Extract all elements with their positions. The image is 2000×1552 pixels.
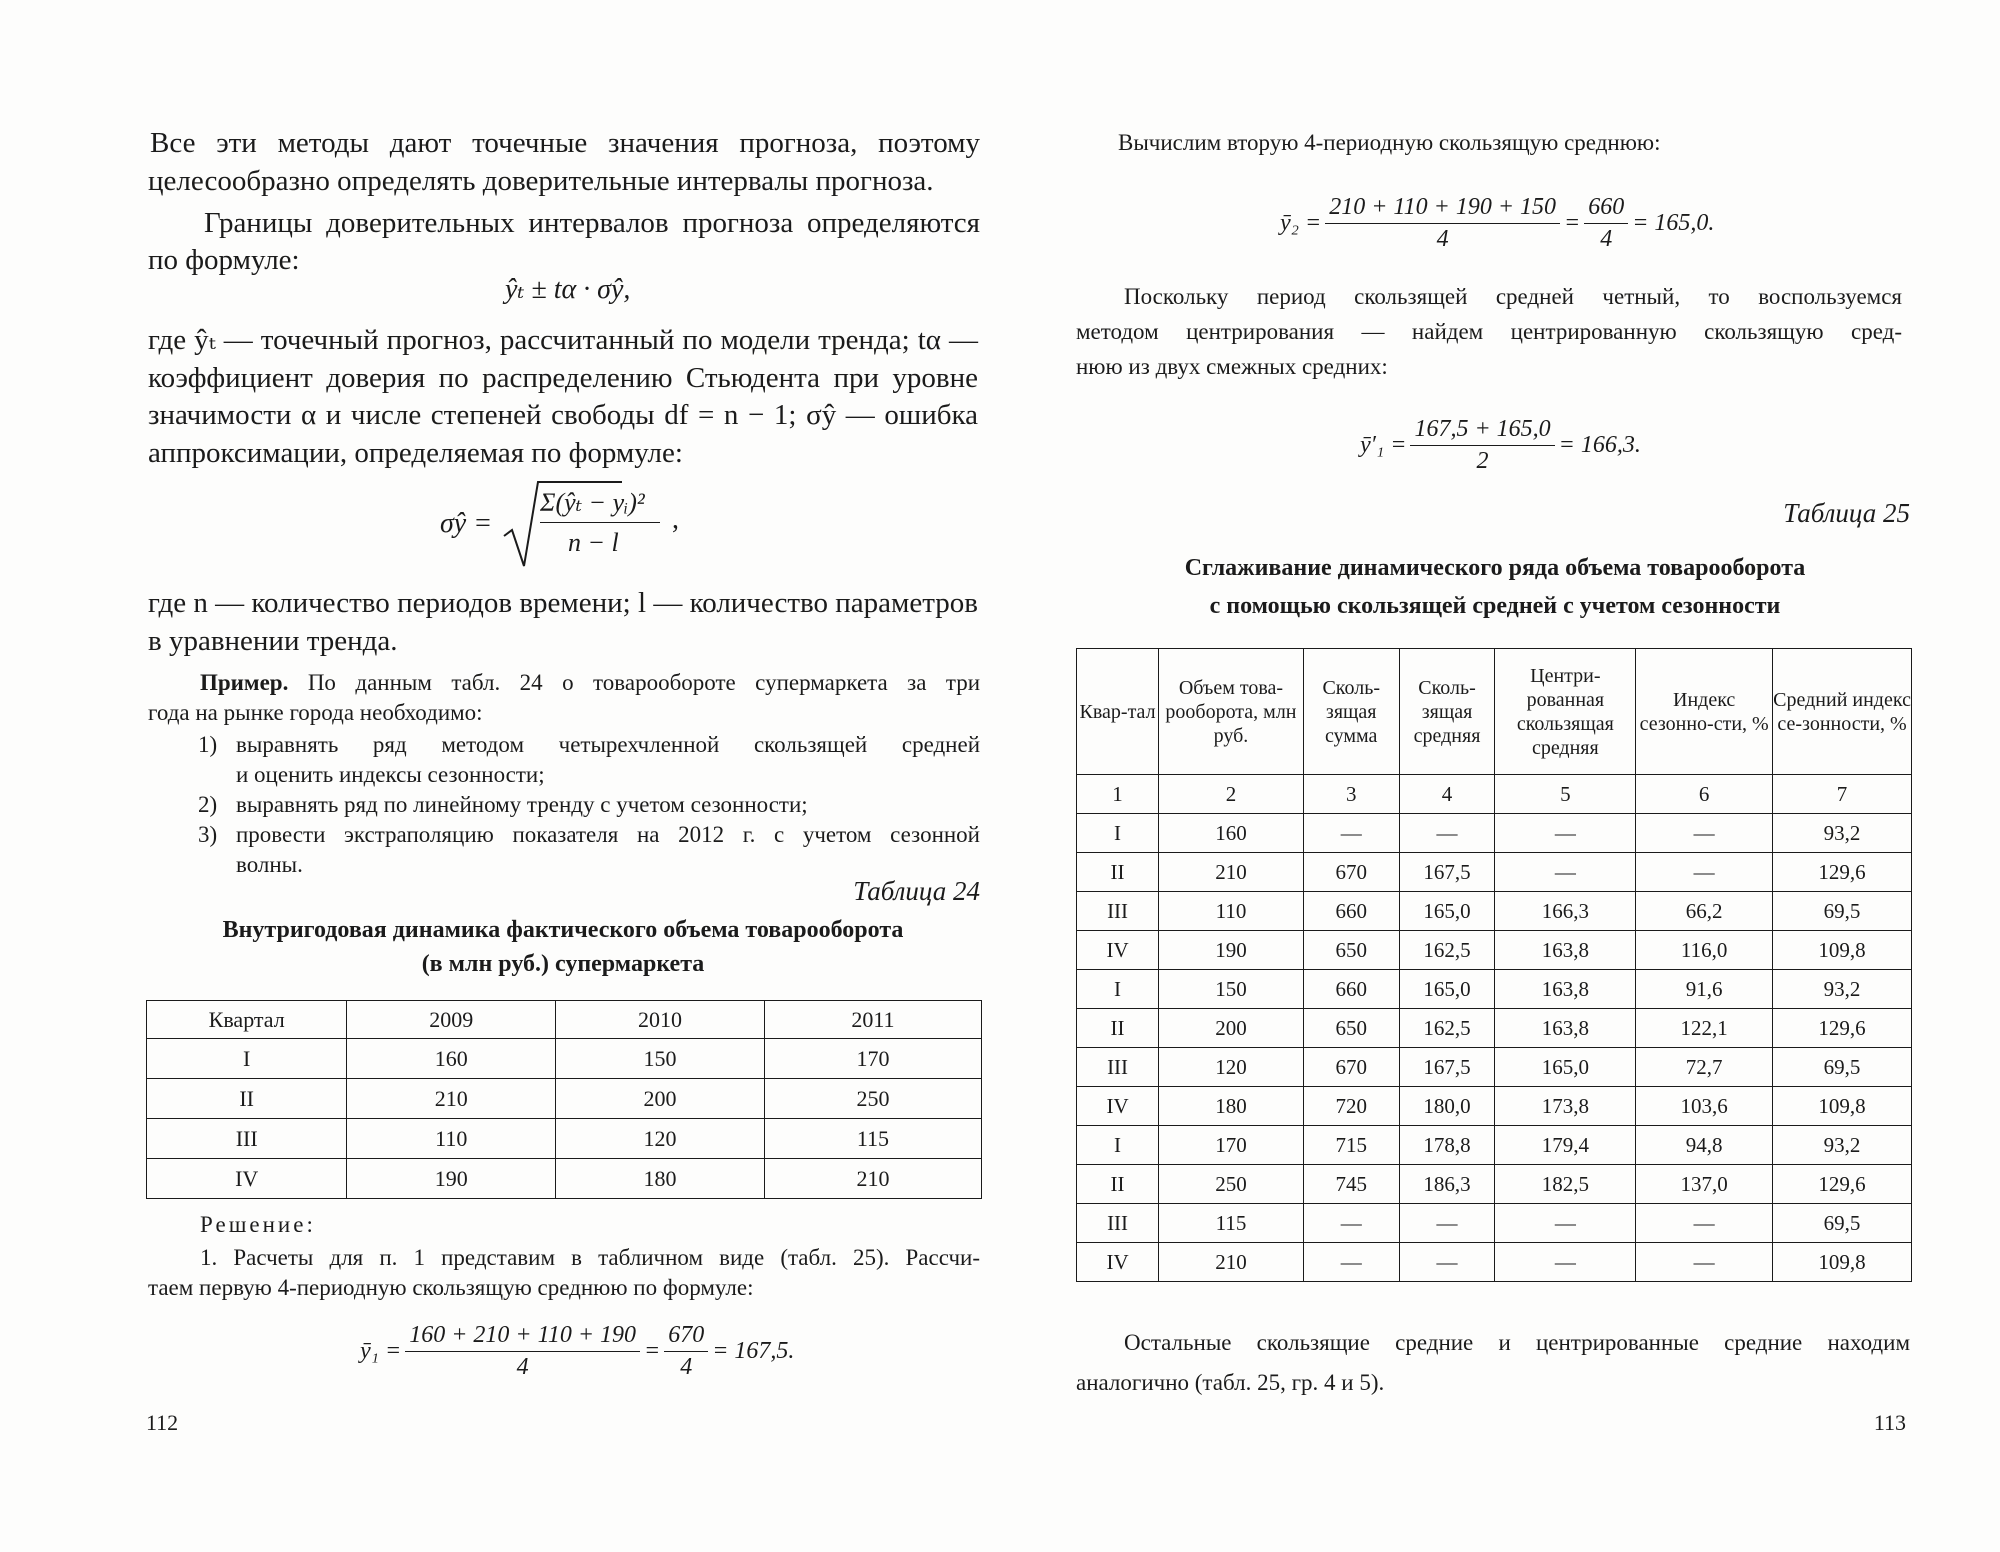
paragraph-line: таем первую 4-периодную скользящую среднюю по формуле:: [148, 1275, 754, 1300]
table-cell: 650: [1303, 1009, 1399, 1048]
table-cell: —: [1303, 814, 1399, 853]
table-cell: 670: [1303, 1048, 1399, 1087]
table-cell: III: [1077, 1204, 1159, 1243]
list-text: выравнять ряд методом четырехчленной скользящей средней: [236, 732, 980, 757]
table-cell: 250: [764, 1079, 981, 1119]
table-cell: I: [147, 1039, 347, 1079]
table-cell: 3: [1303, 775, 1399, 814]
table-cell: II: [147, 1079, 347, 1119]
table-cell: IV: [1077, 1243, 1159, 1282]
table-cell: 173,8: [1495, 1087, 1636, 1126]
table-cell: 186,3: [1399, 1165, 1495, 1204]
table-cell: 2: [1159, 775, 1304, 814]
table-cell: —: [1495, 1243, 1636, 1282]
fraction: [1325, 194, 1560, 253]
list-text: выравнять ряд по линейному тренду с учетом сезонности;: [236, 792, 808, 817]
table-cell: IV: [1077, 931, 1159, 970]
table-cell: 163,8: [1495, 970, 1636, 1009]
table-label: Таблица 24: [853, 876, 980, 906]
fraction: [1410, 416, 1554, 475]
formula-confidence-interval: ŷₜ ± tα · σŷ,: [505, 274, 631, 305]
table-row: [1077, 814, 1912, 853]
table-header: Сколь-зящая сумма: [1303, 649, 1399, 775]
paragraph-line: нюю из двух смежных средних:: [1076, 354, 1388, 379]
table-cell: 120: [556, 1119, 765, 1159]
formula-result: = 167,5.: [712, 1337, 795, 1364]
paragraph-line: аналогично (табл. 25, гр. 4 и 5).: [1076, 1370, 1385, 1395]
table-row: [147, 1119, 982, 1159]
table-cell: 69,5: [1773, 1204, 1912, 1243]
table-header: Сколь-зящая средняя: [1399, 649, 1495, 775]
formula-centered-average: [1360, 410, 1641, 480]
table-header-row: [147, 1001, 982, 1039]
table-cell: 66,2: [1636, 892, 1773, 931]
table-cell: 167,5: [1399, 853, 1495, 892]
table-cell: 93,2: [1773, 1126, 1912, 1165]
paragraph-line: целесообразно определять доверительные интервалы прогноза.: [148, 165, 934, 197]
table-cell: 103,6: [1636, 1087, 1773, 1126]
paragraph-line: аппроксимации, определяемая по формуле:: [148, 437, 683, 469]
table-row: [147, 1039, 982, 1079]
table-cell: I: [1077, 814, 1159, 853]
fraction: [664, 1322, 708, 1381]
table-cell: 165,0: [1495, 1048, 1636, 1087]
table-row: [147, 1079, 982, 1119]
table-cell: 160: [1159, 814, 1304, 853]
page-number: 112: [146, 1410, 179, 1435]
table-cell: —: [1495, 853, 1636, 892]
table-cell: —: [1636, 1243, 1773, 1282]
table-header: 2011: [764, 1001, 981, 1039]
table-cell: 170: [764, 1039, 981, 1079]
table-cell: IV: [1077, 1087, 1159, 1126]
table-header: 2009: [347, 1001, 556, 1039]
table-cell: 116,0: [1636, 931, 1773, 970]
fraction-numerator: 210 + 110 + 190 + 150: [1325, 194, 1560, 224]
formula-result: = 165,0.: [1632, 209, 1715, 236]
table-cell: 182,5: [1495, 1165, 1636, 1204]
table-cell: 5: [1495, 775, 1636, 814]
table-cell: 109,8: [1773, 1243, 1912, 1282]
formula-equals: =: [644, 1337, 661, 1364]
table-row: [1077, 1126, 1912, 1165]
fraction-denominator: 4: [680, 1353, 693, 1380]
formula-moving-average-2: [1280, 188, 1714, 258]
paragraph-line: по формуле:: [148, 244, 300, 276]
solution-label: Решение:: [200, 1212, 316, 1237]
table-24: [146, 1000, 982, 1199]
table-cell: 110: [347, 1119, 556, 1159]
table-row: [1077, 1243, 1912, 1282]
table-cell: 129,6: [1773, 1009, 1912, 1048]
table-cell: I: [1077, 970, 1159, 1009]
table-header: 2010: [556, 1001, 765, 1039]
table-cell: 170: [1159, 1126, 1304, 1165]
table-cell: 670: [1303, 853, 1399, 892]
table-cell: 163,8: [1495, 1009, 1636, 1048]
table-row: [1077, 1087, 1912, 1126]
paragraph-line: Границы доверительных интервалов прогноза определяются: [204, 207, 980, 239]
table-cell: 129,6: [1773, 1165, 1912, 1204]
fraction: [405, 1322, 640, 1381]
table-cell: —: [1495, 814, 1636, 853]
table-cell: 94,8: [1636, 1126, 1773, 1165]
formula-result: = 166,3.: [1558, 431, 1641, 458]
table-header: Индекс сезонно-сти, %: [1636, 649, 1773, 775]
example-line: [200, 668, 980, 698]
formula-lhs: ȳ₂ =: [1280, 209, 1322, 236]
fraction-numerator: 660: [1584, 194, 1628, 224]
table-cell: 93,2: [1773, 970, 1912, 1009]
table-cell: —: [1303, 1243, 1399, 1282]
table-header: Средний индекс се-зонности, %: [1773, 649, 1912, 775]
formula-moving-average-1: [360, 1316, 794, 1386]
list-text: и оценить индексы сезонности;: [236, 762, 545, 787]
table-title: Сглаживание динамического ряда объема товарооборота: [1184, 555, 1806, 581]
fraction-numerator: 160 + 210 + 110 + 190: [405, 1322, 640, 1352]
table-cell: 210: [764, 1159, 981, 1199]
table-cell: 715: [1303, 1126, 1399, 1165]
table-cell: —: [1636, 853, 1773, 892]
table-cell: 210: [1159, 853, 1304, 892]
table-cell: 109,8: [1773, 1087, 1912, 1126]
table-cell: 660: [1303, 970, 1399, 1009]
paragraph-line: Вычислим вторую 4-периодную скользящую среднюю:: [1118, 130, 1661, 155]
formula-denominator: n − l: [568, 528, 619, 557]
table-cell: —: [1636, 1204, 1773, 1243]
table-cell: 167,5: [1399, 1048, 1495, 1087]
table-cell: 250: [1159, 1165, 1304, 1204]
page-number: 113: [1873, 1410, 1906, 1435]
table-header: Квартал: [147, 1001, 347, 1039]
table-cell: III: [1077, 892, 1159, 931]
table-cell: 7: [1773, 775, 1912, 814]
formula-lhs: ȳ₁ =: [360, 1337, 402, 1364]
table-cell: 210: [1159, 1243, 1304, 1282]
table-cell: 745: [1303, 1165, 1399, 1204]
table-title: Внутригодовая динамика фактического объема товарооборота: [222, 917, 904, 943]
fraction: [1584, 194, 1628, 253]
table-cell: —: [1636, 814, 1773, 853]
table-cell: 1: [1077, 775, 1159, 814]
example-label: Пример.: [200, 670, 289, 695]
table-cell: 190: [1159, 931, 1304, 970]
table-cell: 190: [347, 1159, 556, 1199]
table-row: [1077, 853, 1912, 892]
table-cell: 160: [347, 1039, 556, 1079]
list-number: 3): [198, 822, 218, 847]
table-row: [1077, 892, 1912, 931]
table-cell: 163,8: [1495, 931, 1636, 970]
table-row: [1077, 931, 1912, 970]
table-cell: 179,4: [1495, 1126, 1636, 1165]
paragraph-line: Поскольку период скользящей средней четный, то воспользуемся: [1124, 284, 1902, 309]
paragraph-line: в уравнении тренда.: [148, 625, 398, 657]
list-text: волны.: [236, 852, 303, 877]
table-cell: 91,6: [1636, 970, 1773, 1009]
example-text: По данным табл. 24 о товарообороте супермаркета за три: [307, 670, 981, 695]
list-number: 1): [198, 732, 218, 757]
table-25: [1076, 648, 1912, 1282]
table-cell: 6: [1636, 775, 1773, 814]
fraction-denominator: 4: [1600, 225, 1613, 252]
table-cell: 165,0: [1399, 892, 1495, 931]
fraction-denominator: 2: [1476, 447, 1489, 474]
table-header-row: [1077, 649, 1912, 775]
formula-lhs: ȳ′₁ =: [1360, 431, 1407, 458]
table-cell: III: [147, 1119, 347, 1159]
table-cell: II: [1077, 1165, 1159, 1204]
table-cell: 137,0: [1636, 1165, 1773, 1204]
formula-numerator: Σ(ŷₜ − yᵢ)²: [540, 488, 645, 517]
list-number: 2): [198, 792, 218, 817]
fraction-denominator: 4: [1436, 225, 1449, 252]
table-cell: 200: [1159, 1009, 1304, 1048]
paragraph-line: года на рынке города необходимо:: [148, 700, 483, 725]
table-cell: 122,1: [1636, 1009, 1773, 1048]
table-cell: 180,0: [1399, 1087, 1495, 1126]
paragraph-line: коэффициент доверия по распределению Стьюдента при уровне: [148, 362, 978, 394]
list-text: провести экстраполяцию показателя на 2012 г. с учетом сезонной: [236, 822, 980, 847]
table-cell: 178,8: [1399, 1126, 1495, 1165]
fraction-denominator: 4: [516, 1353, 529, 1380]
table-cell: 210: [347, 1079, 556, 1119]
table-cell: 110: [1159, 892, 1304, 931]
table-cell: —: [1399, 1243, 1495, 1282]
table-cell: —: [1399, 814, 1495, 853]
table-cell: 166,3: [1495, 892, 1636, 931]
table-cell: 4: [1399, 775, 1495, 814]
fraction-numerator: 167,5 + 165,0: [1410, 416, 1554, 446]
formula-lhs: σŷ =: [440, 508, 493, 539]
table-cell: 650: [1303, 931, 1399, 970]
table-header: Объем това-рооборота, млн руб.: [1159, 649, 1304, 775]
paragraph-line: где ŷₜ — точечный прогноз, рассчитанный по модели тренда; tα —: [148, 324, 978, 356]
table-cell: 72,7: [1636, 1048, 1773, 1087]
table-cell: 162,5: [1399, 931, 1495, 970]
paragraph-line: методом центрирования — найдем центрированную скользящую сред-: [1076, 319, 1902, 344]
table-title: (в млн руб.) супермаркета: [421, 951, 705, 977]
paragraph-line: 1. Расчеты для п. 1 представим в табличном виде (табл. 25). Рассчи-: [200, 1245, 980, 1270]
table-cell: 120: [1159, 1048, 1304, 1087]
table-column-numbers: [1077, 775, 1912, 814]
table-cell: 660: [1303, 892, 1399, 931]
fraction-bar: [540, 522, 660, 523]
paragraph-line: значимости α и числе степеней свободы df = n − 1; σŷ — ошибка: [148, 399, 978, 431]
table-row: [1077, 970, 1912, 1009]
right-page: [1000, 0, 2000, 1552]
table-cell: 93,2: [1773, 814, 1912, 853]
formula-tail: ,: [672, 504, 679, 535]
fraction-numerator: 670: [664, 1322, 708, 1352]
table-row: [1077, 1204, 1912, 1243]
paragraph-line: где n — количество периодов времени; l — количество параметров: [148, 587, 978, 619]
table-cell: 115: [1159, 1204, 1304, 1243]
table-cell: II: [1077, 1009, 1159, 1048]
table-cell: 129,6: [1773, 853, 1912, 892]
formula-equals: =: [1564, 209, 1581, 236]
table-row: [1077, 1165, 1912, 1204]
table-cell: —: [1303, 1204, 1399, 1243]
table-cell: —: [1495, 1204, 1636, 1243]
table-cell: III: [1077, 1048, 1159, 1087]
table-label: Таблица 25: [1783, 498, 1910, 528]
table-header: Центри-рованная скользящая средняя: [1495, 649, 1636, 775]
table-row: [147, 1159, 982, 1199]
table-cell: 109,8: [1773, 931, 1912, 970]
table-row: [1077, 1009, 1912, 1048]
table-row: [1077, 1048, 1912, 1087]
table-cell: 150: [556, 1039, 765, 1079]
formula-approximation-error: [440, 478, 700, 570]
table-cell: 165,0: [1399, 970, 1495, 1009]
table-cell: 200: [556, 1079, 765, 1119]
table-cell: 150: [1159, 970, 1304, 1009]
table-cell: 115: [764, 1119, 981, 1159]
table-cell: I: [1077, 1126, 1159, 1165]
table-cell: 720: [1303, 1087, 1399, 1126]
table-cell: 180: [556, 1159, 765, 1199]
table-cell: 69,5: [1773, 1048, 1912, 1087]
table-cell: 69,5: [1773, 892, 1912, 931]
paragraph-line: Остальные скользящие средние и центрированные средние находим: [1124, 1330, 1910, 1355]
table-cell: —: [1399, 1204, 1495, 1243]
table-title: с помощью скользящей средней с учетом сезонности: [1209, 593, 1781, 619]
table-cell: II: [1077, 853, 1159, 892]
paragraph-line: Все эти методы дают точечные значения прогноза, поэтому: [150, 127, 980, 159]
table-cell: 180: [1159, 1087, 1304, 1126]
table-cell: 162,5: [1399, 1009, 1495, 1048]
table-header: Квар-тал: [1077, 649, 1159, 775]
table-cell: IV: [147, 1159, 347, 1199]
